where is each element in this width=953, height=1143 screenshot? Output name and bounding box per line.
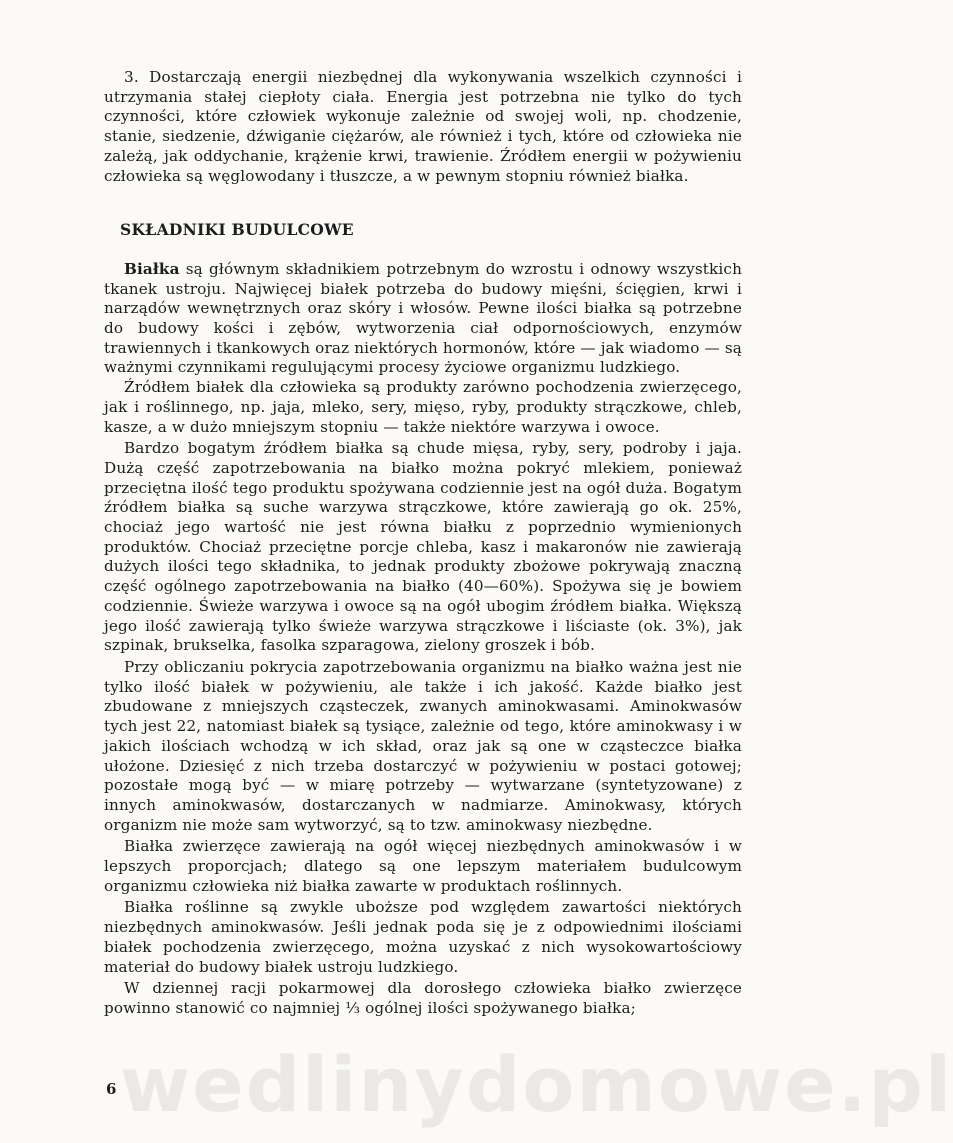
paragraph-animal-proteins: Białka zwierzęce zawierają na ogół więcej niezbędnych aminokwasów i w lepszych proporcjach; dlatego są one lepszym materiałem budulcowym organizmu człowieka niż białka zawarte w produktach roślinnych. <box>104 837 742 895</box>
intro-text: są głównym składnikiem potrzebnym do wzrostu i odnowy wszystkich tkanek ustroju. Najwięcej białek potrzeba do budowy mięśni, ścięgien, krwi i narządów wewnętrznych oraz skóry i włosów. Pewne ilości białka są potrzebne do budowy kości i zębów, wytworzenia ciał odpornościowych, enzymów trawiennych i tkankowych oraz niektórych hormonów, które — jak wiadomo — są ważnymi czynnikami regulującymi procesy życiowe organizmu ludzkiego. <box>104 259 742 377</box>
paragraph-energy: 3. Dostarczają energii niezbędnej dla wykonywania wszelkich czynności i utrzymania stałej ciepłoty ciała. Energia jest potrzebna nie tylko do tych czynności, które człowiek wykonuje zależnie od swojej woli, np. chodzenie, stanie, siedzenie, dźwiganie ciężarów, ale również i tych, które od człowieka nie zależą, jak oddychanie, krążenie krwi, trawienie. Źródłem energii w pożywieniu człowieka są węglowodany i tłuszcze, a w pewnym stopniu również białka. <box>104 68 742 185</box>
intro-bold-term: Białka <box>124 259 180 278</box>
paragraph-daily-ration: W dziennej racji pokarmowej dla dorosłego człowieka białko zwierzęce powinno stanowić co najmniej ⅓ ogólnej ilości spożywanego białka; <box>104 979 742 1017</box>
paragraph-proteins-intro <box>104 260 742 378</box>
watermark-text: wedlinydomowe.pl <box>120 1040 953 1129</box>
page-number: 6 <box>106 1080 117 1098</box>
paragraph-plant-proteins: Białka roślinne są zwykle uboższe pod względem zawartości niektórych niezbędnych aminokwasów. Jeśli jednak poda się je z odpowiednimi ilościami białek pochodzenia zwierzęcego, można uzyskać z nich wysokowartościowy materiał do budowy białek ustroju ludzkiego. <box>104 898 742 976</box>
section-heading: SKŁADNIKI BUDULCOWE <box>120 220 354 240</box>
paragraph-sources: Źródłem białek dla człowieka są produkty zarówno pochodzenia zwierzęcego, jak i roślinnego, np. jaja, mleko, sery, mięso, ryby, produkty strączkowe, chleb, kasze, a w dużo mniejszym stopniu — także niektóre warzywa i owoce. <box>104 378 742 436</box>
page-body <box>104 68 742 1019</box>
paragraph-rich-sources: Bardzo bogatym źródłem białka są chude mięsa, ryby, sery, podroby i jaja. Dużą część zapotrzebowania na białko można pokryć mlekiem, ponieważ przeciętna ilość tego produktu spożywana codziennie jest na ogół duża. Bogatym źródłem białka są suche warzywa strączkowe, które zawierają go ok. 25%, chociaż jego wartość nie jest równa białku z poprzednio wymienionych produktów. Chociaż przeciętne porcje chleba, kasz i makaronów nie zawierają dużych ilości tego składnika, to jednak produkty zbożowe pokrywają znaczną część ogólnego zapotrzebowania na białko (40—60%). Spożywa się je bowiem codziennie. Świeże warzywa i owoce są na ogół ubogim źródłem białka. Większą jego ilość zawierają tylko świeże warzywa strączkowe i liściaste (ok. 3%), jak szpinak, brukselka, fasolka szparagowa, zielony groszek i bób. <box>104 439 742 655</box>
paragraph-amino-acids: Przy obliczaniu pokrycia zapotrzebowania organizmu na białko ważna jest nie tylko ilość białek w pożywieniu, ale także i ich jakość. Każde białko jest zbudowane z mniejszych cząsteczek, zwanych aminokwasami. Aminokwasów tych jest 22, natomiast białek są tysiące, zależnie od tego, które aminokwasy i w jakich ilościach wchodzą w ich skład, oraz jak są one w cząsteczce białka ułożone. Dziesięć z nich trzeba dostarczyć w pożywieniu w postaci gotowej; pozostałe mogą być — w miarę potrzeby — wytwarzane (syntetyzowane) z innych aminokwasów, dostarczanych w nadmiarze. Aminokwasy, których organizm nie może sam wytworzyć, są to tzw. aminokwasy niezbędne. <box>104 657 742 834</box>
